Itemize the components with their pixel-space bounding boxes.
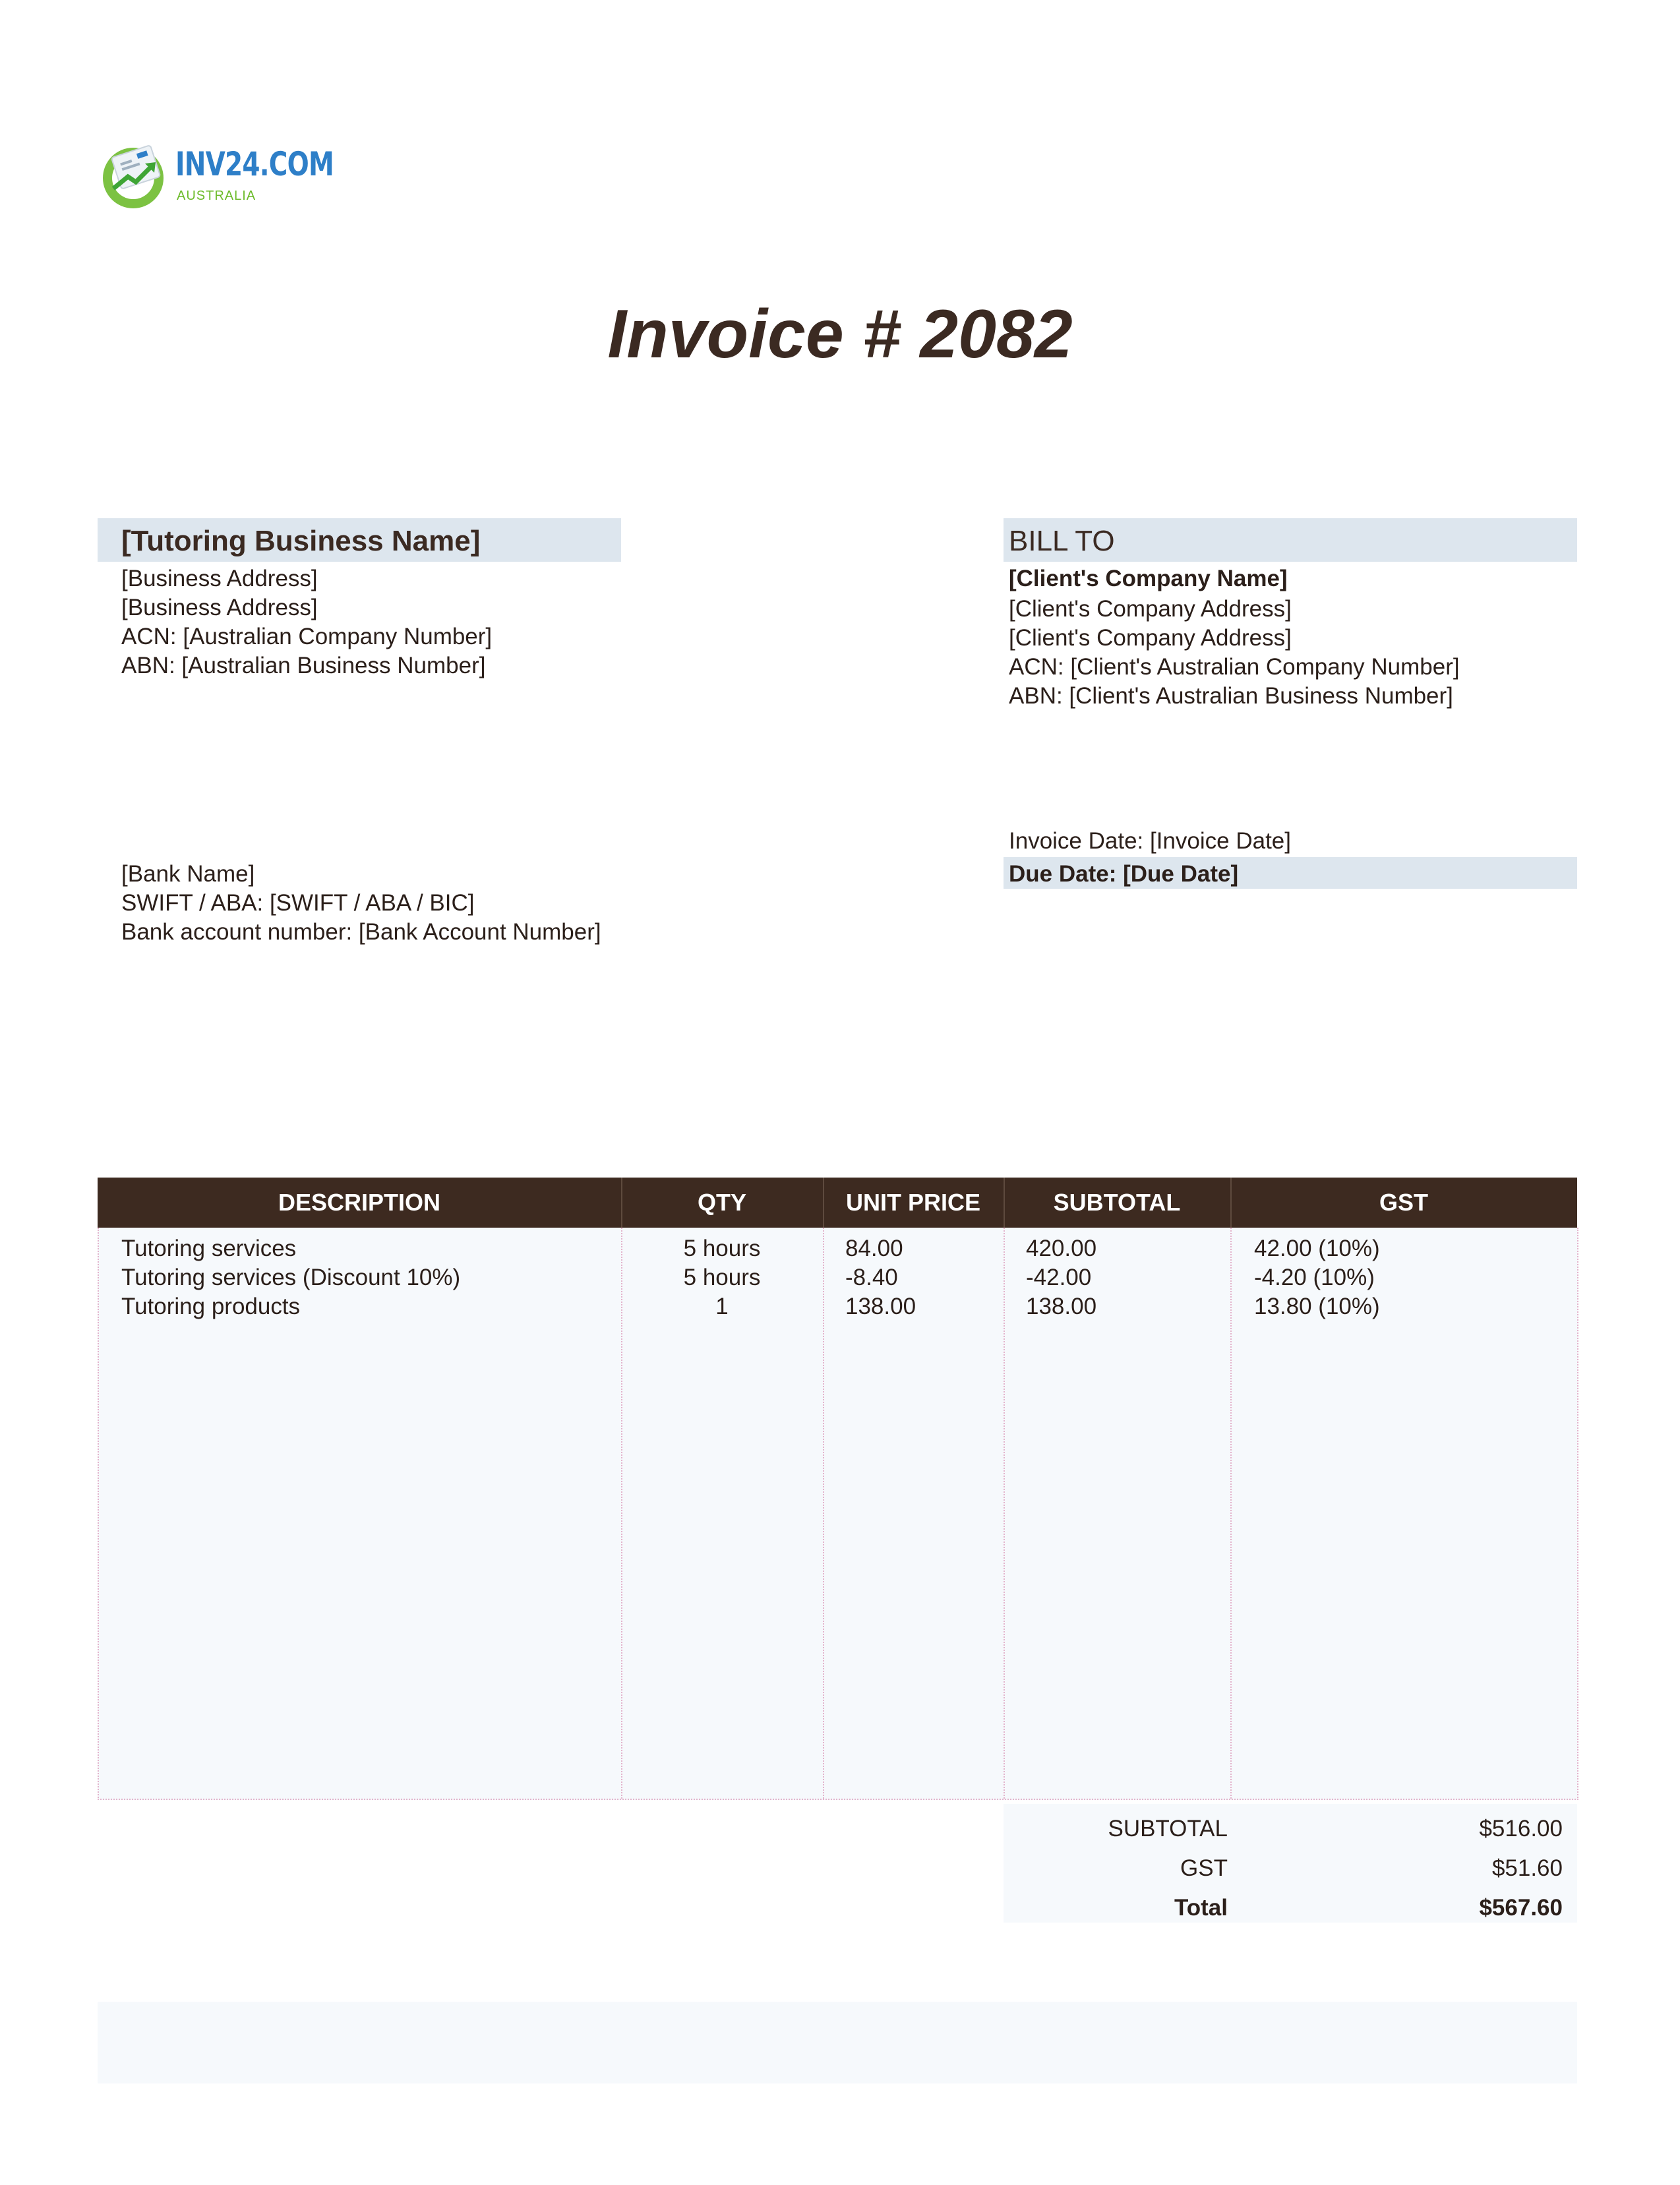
client-abn: ABN: [Client's Australian Business Number] (1009, 683, 1453, 709)
row-description: Tutoring services (121, 1236, 297, 1261)
row-description: Tutoring products (121, 1294, 301, 1319)
total-label: Total (1174, 1895, 1228, 1921)
client-company-name: [Client's Company Name] (1009, 566, 1288, 591)
total-value: $567.60 (1479, 1895, 1563, 1921)
invoice-date: Invoice Date: [Invoice Date] (1009, 828, 1291, 854)
row-qty: 5 hours (683, 1236, 761, 1261)
row-gst: 42.00 (10%) (1254, 1236, 1380, 1261)
company-logo (99, 140, 334, 212)
gst-value: $51.60 (1491, 1855, 1563, 1881)
column-header-subtotal: SUBTOTAL (1053, 1189, 1181, 1216)
seller-address-line: [Business Address] (121, 566, 318, 591)
due-date-bar (1004, 857, 1577, 889)
row-gst: -4.20 (10%) (1254, 1265, 1375, 1290)
row-subtotal: 138.00 (1026, 1294, 1097, 1319)
client-address-line: [Client's Company Address] (1009, 596, 1292, 622)
totals-block (1004, 1804, 1577, 1923)
row-description: Tutoring services (Discount 10%) (121, 1265, 461, 1290)
column-header-unit-price: UNIT PRICE (845, 1189, 980, 1216)
logo-icon (99, 140, 171, 212)
bank-name: [Bank Name] (121, 861, 255, 887)
seller-address-line: [Business Address] (121, 595, 318, 620)
seller-name-bar (98, 518, 621, 562)
row-subtotal: -42.00 (1026, 1265, 1092, 1290)
table-header-row (98, 1178, 1577, 1228)
logo-region-text: AUSTRALIA (177, 189, 256, 203)
row-unit-price: 84.00 (845, 1236, 903, 1261)
seller-name: [Tutoring Business Name] (121, 525, 481, 557)
seller-abn: ABN: [Australian Business Number] (121, 653, 486, 678)
subtotal-value: $516.00 (1479, 1816, 1563, 1841)
row-unit-price: 138.00 (845, 1294, 916, 1319)
gst-label: GST (1180, 1855, 1228, 1881)
column-header-qty: QTY (697, 1189, 746, 1216)
row-unit-price: -8.40 (845, 1265, 898, 1290)
bank-account-number: Bank account number: [Bank Account Number] (121, 919, 601, 945)
bank-swift: SWIFT / ABA: [SWIFT / ABA / BIC] (121, 890, 475, 916)
logo-brand-text: INV24.COM (175, 145, 334, 183)
bill-to-bar (1004, 518, 1577, 562)
subtotal-label: SUBTOTAL (1108, 1816, 1228, 1841)
due-date: Due Date: [Due Date] (1009, 861, 1239, 887)
column-header-gst: GST (1379, 1189, 1428, 1216)
seller-acn: ACN: [Australian Company Number] (121, 624, 493, 649)
row-gst: 13.80 (10%) (1254, 1294, 1380, 1319)
row-qty: 5 hours (683, 1265, 761, 1290)
bill-to-heading: BILL TO (1009, 525, 1115, 557)
client-address-line: [Client's Company Address] (1009, 625, 1292, 651)
footer-notes-area (98, 2002, 1577, 2083)
invoice-title: Invoice # 2082 (607, 296, 1073, 373)
client-acn: ACN: [Client's Australian Company Number] (1009, 654, 1460, 680)
row-qty: 1 (715, 1294, 729, 1319)
column-header-description: DESCRIPTION (278, 1189, 441, 1216)
row-subtotal: 420.00 (1026, 1236, 1097, 1261)
